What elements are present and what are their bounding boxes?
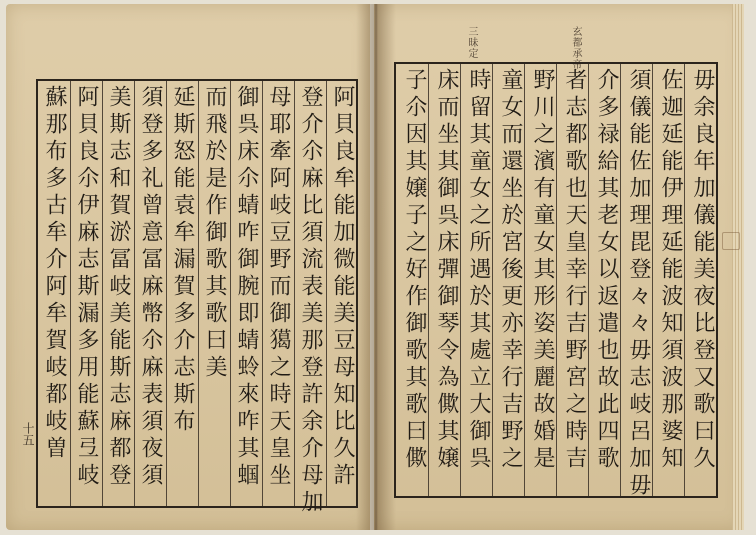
column-text: 登介尒麻比須流表美那登許余介母加 — [298, 85, 323, 517]
page-number: 十五 — [21, 422, 35, 446]
column-text: 美斯志和賀淤冨岐美能斯志麻都登 — [106, 85, 131, 490]
text-column — [493, 68, 527, 492]
column-text: 阿貝良牟能加微能美豆母知比久許 — [330, 85, 355, 490]
text-column — [229, 85, 263, 502]
text-column — [653, 68, 687, 492]
text-column — [197, 85, 231, 502]
left-page — [6, 4, 370, 530]
text-column — [621, 68, 655, 500]
column-text: 床而坐其御呉床彈御琴令為僛其嬢 — [434, 68, 459, 473]
text-column — [37, 85, 71, 502]
column-text: 須儀能佐加理毘登々々毋志岐呂加毋 — [626, 68, 651, 500]
text-column — [397, 68, 431, 492]
book-gutter — [356, 4, 396, 530]
text-column — [101, 85, 135, 502]
text-column — [461, 68, 495, 492]
column-text: 者志都歌也天皇幸行吉野宮之時吉 — [562, 68, 587, 473]
column-text: 毋余良年加儀能美夜比登又歌曰久 — [690, 68, 715, 473]
column-text: 介多禄給其老女以返遣也故此四歌 — [594, 68, 619, 473]
text-column — [685, 68, 719, 492]
column-text: 野川之濱有童女其形姿美麗故婚是 — [530, 68, 555, 473]
text-column — [429, 68, 463, 492]
text-column — [165, 85, 199, 502]
column-text: 時留其童女之所遇於其處立大御呉 — [466, 68, 491, 473]
column-text: 延斯怒能袁牟漏賀多介志斯布 — [170, 85, 195, 436]
text-column — [557, 68, 591, 492]
open-book — [6, 4, 750, 530]
text-column — [525, 68, 559, 492]
right-text-frame — [394, 62, 718, 498]
text-column — [325, 85, 359, 502]
column-text: 須登多礼曾意冨麻幣尒麻表須夜須 — [138, 85, 163, 490]
column-text: 子尒因其嬢子之好作御歌其歌曰僛 — [402, 68, 427, 473]
left-text-frame — [36, 79, 358, 517]
column-text: 御呉床尒蜻咋御腕即蜻蛉來咋其蝈 — [234, 85, 259, 490]
column-text: 阿貝良尒伊麻志斯漏多用能蘇弖岐 — [74, 85, 99, 490]
text-column — [261, 85, 295, 502]
text-column — [293, 85, 327, 517]
column-text: 蘇那布多古牟介阿牟賀岐都岐曽 — [42, 85, 67, 463]
text-column — [133, 85, 167, 502]
text-column — [589, 68, 623, 492]
column-text: 母耶牽阿岐豆野而御獦之時天皇坐 — [266, 85, 291, 490]
text-column — [69, 85, 103, 502]
column-text: 佐迦延能伊理延能波知須波那婆知 — [658, 68, 683, 473]
header-note: 玄都承帝 — [570, 26, 581, 70]
column-text: 而飛於是作御歌其歌曰美 — [202, 85, 227, 382]
column-text: 童女而還坐於宮後更亦幸行吉野之 — [498, 68, 523, 473]
header-note: 三昧定 — [466, 26, 477, 59]
page-edges — [732, 4, 744, 530]
library-seal — [722, 232, 740, 250]
